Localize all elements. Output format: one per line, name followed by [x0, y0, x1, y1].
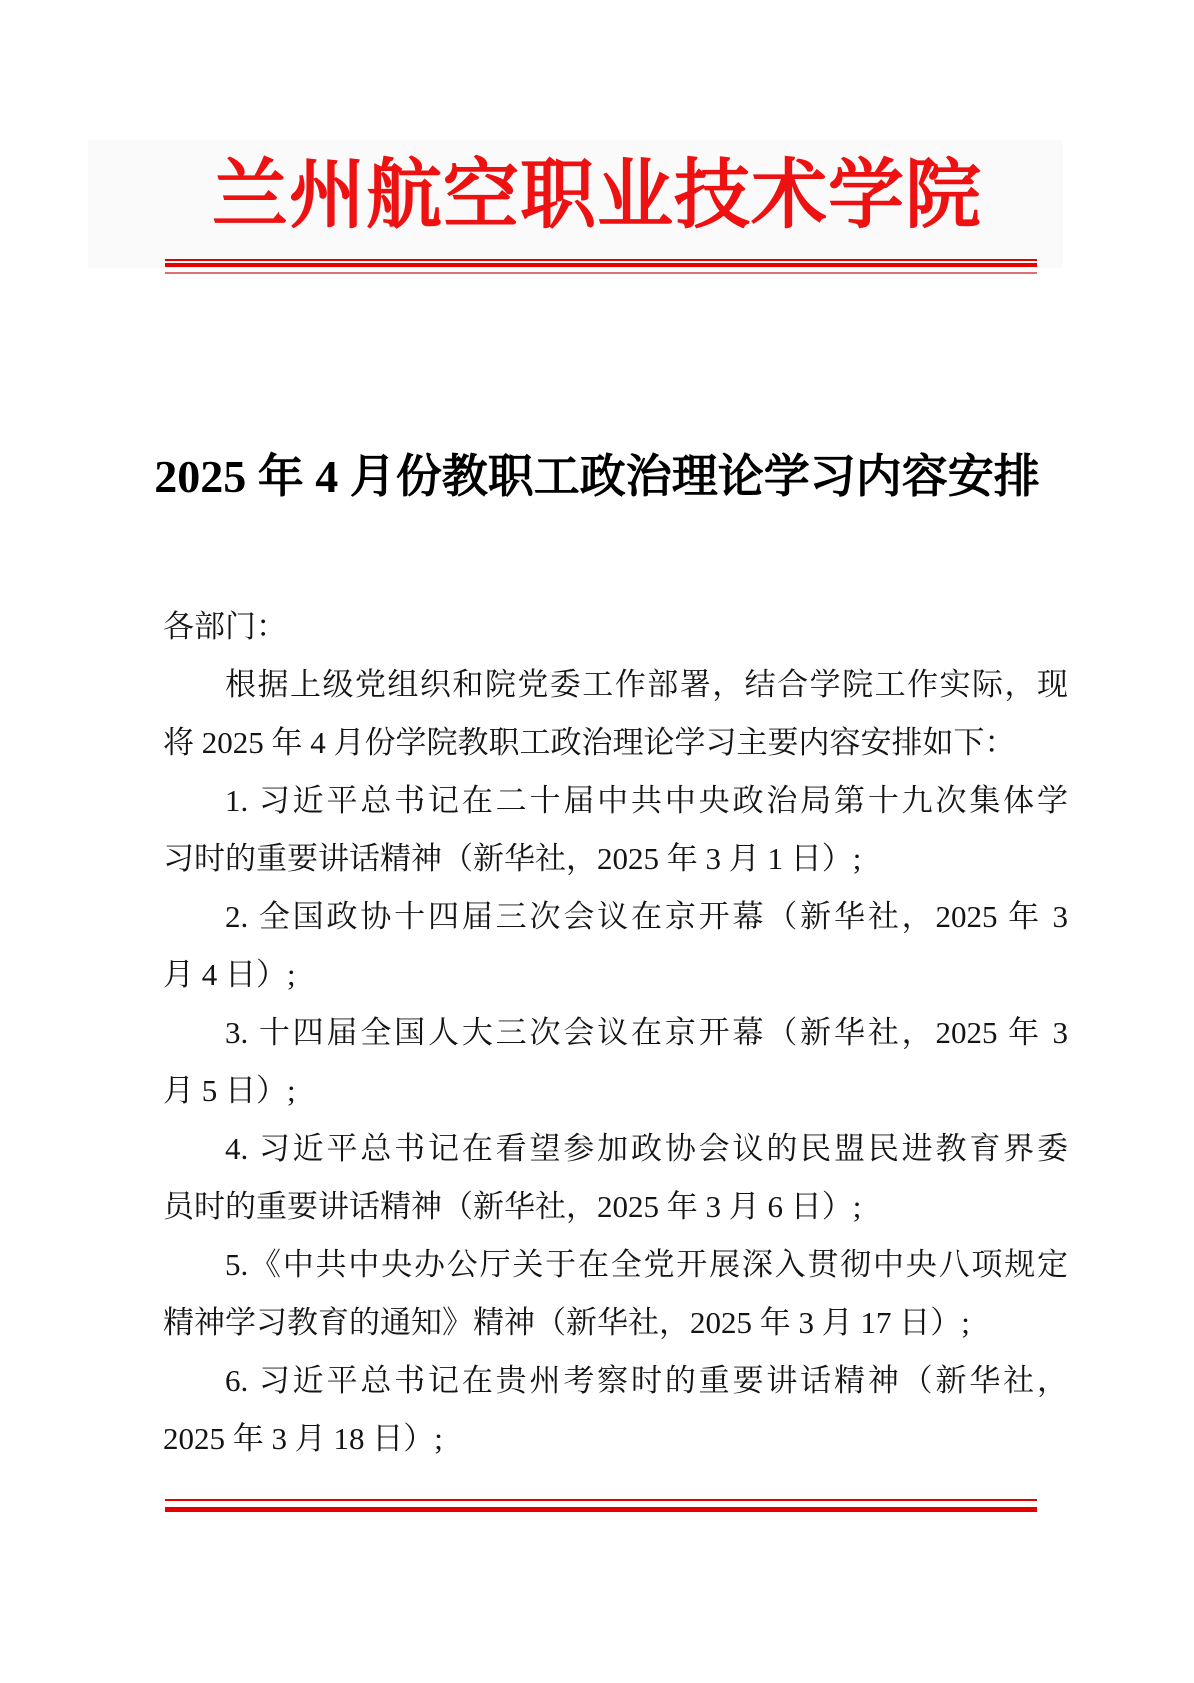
- body-line: 5.《中共中央办公厅关于在全党开展深入贯彻中央八项规定: [225, 1247, 1068, 1282]
- body-line: 3. 十四届全国人大三次会议在京开幕（新华社，2025 年 3: [225, 1015, 1068, 1050]
- body-line: 月 4 日）;: [163, 957, 296, 992]
- body-line: 根据上级党组织和院党委工作部署，结合学院工作实际，现: [225, 667, 1068, 702]
- body-line: 1. 习近平总书记在二十届中共中央政治局第十九次集体学: [225, 783, 1068, 818]
- body-line: 精神学习教育的通知》精神（新华社，2025 年 3 月 17 日）;: [163, 1305, 970, 1340]
- header-divider: [165, 259, 1037, 274]
- document-title: 2025 年 4 月份教职工政治理论学习内容安排: [154, 451, 1040, 502]
- body-line: 4. 习近平总书记在看望参加政协会议的民盟民进教育界委: [225, 1131, 1068, 1166]
- body-line: 2025 年 3 月 18 日）;: [163, 1421, 443, 1456]
- school-name: 兰州航空职业技术学院: [212, 154, 982, 238]
- body-line: 2. 全国政协十四届三次会议在京开幕（新华社，2025 年 3: [225, 899, 1068, 934]
- body-line: 将 2025 年 4 月份学院教职工政治理论学习主要内容安排如下：: [163, 725, 1016, 760]
- footer-divider: [165, 1499, 1037, 1512]
- body-line: 各部门：: [163, 609, 287, 644]
- body-line: 月 5 日）;: [163, 1073, 296, 1108]
- body-line: 习时的重要讲话精神（新华社，2025 年 3 月 1 日）;: [163, 841, 862, 876]
- footer-divider-line-thick: [165, 1507, 1037, 1512]
- document-body: [163, 598, 1068, 1468]
- header-divider-line-light: [165, 272, 1037, 274]
- body-line: 6. 习近平总书记在贵州考察时的重要讲话精神（新华社，: [225, 1363, 1068, 1398]
- body-line: 员时的重要讲话精神（新华社，2025 年 3 月 6 日）;: [163, 1189, 862, 1224]
